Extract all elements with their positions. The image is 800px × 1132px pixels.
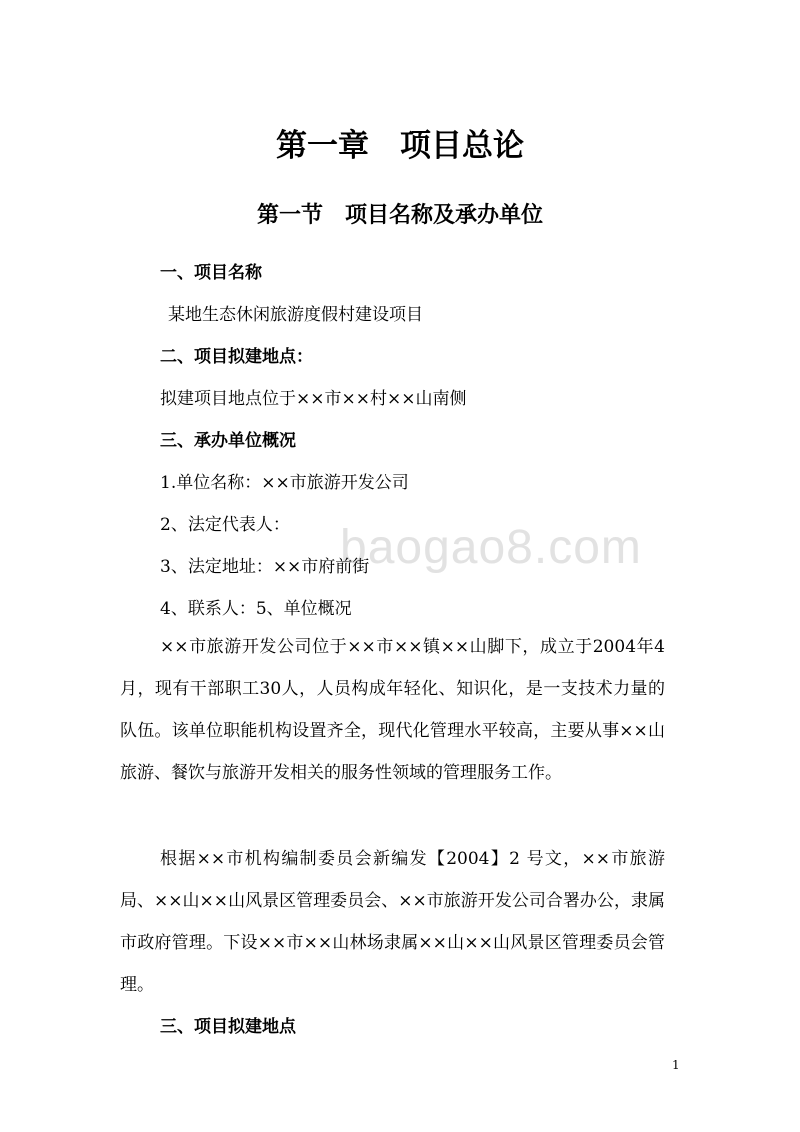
- legal-address-text: 3、法定地址：××市府前街: [160, 557, 370, 577]
- heading-project-location-2: 三、项目拟建地点: [160, 1017, 296, 1037]
- heading-unit-overview: 三、承办单位概况: [160, 431, 296, 451]
- contact-text: 4、联系人：5、单位概况: [160, 599, 352, 619]
- legal-representative-text: 2、法定代表人：: [160, 515, 290, 535]
- project-name-text: 某地生态休闲旅游度假村建设项目: [168, 305, 423, 325]
- section-title: 第一节 项目名称及承办单位: [256, 202, 543, 228]
- watermark: baogao8.com: [340, 521, 642, 574]
- establishment-paragraph: 根据××市机构编制委员会新编发【2004】2 号文，××市旅游局、××山××山风景区管理委员会、××市旅游开发公司合署办公，隶属市政府管理。下设××市××山林场隶属××山××山风景区管理委员会管理。: [120, 849, 665, 995]
- unit-overview-paragraph: ××市旅游开发公司位于××市××镇××山脚下，成立于2004年4月，现有干部职工30人，人员构成年轻化、知识化，是一支技术力量的队伍。该单位职能机构设置齐全，现代化管理水平较高，主要从事××山旅游、餐饮与旅游开发相关的服务性领域的管理服务工作。: [120, 637, 665, 783]
- chapter-title: 第一章 项目总论: [276, 128, 524, 164]
- heading-project-location: 二、项目拟建地点：: [160, 347, 313, 367]
- project-location-text: 拟建项目地点位于××市××村××山南侧: [160, 389, 467, 409]
- unit-name-text: 1.单位名称：××市旅游开发公司: [160, 473, 409, 493]
- heading-project-name: 一、项目名称: [160, 263, 262, 283]
- page-number: 1: [672, 1058, 680, 1072]
